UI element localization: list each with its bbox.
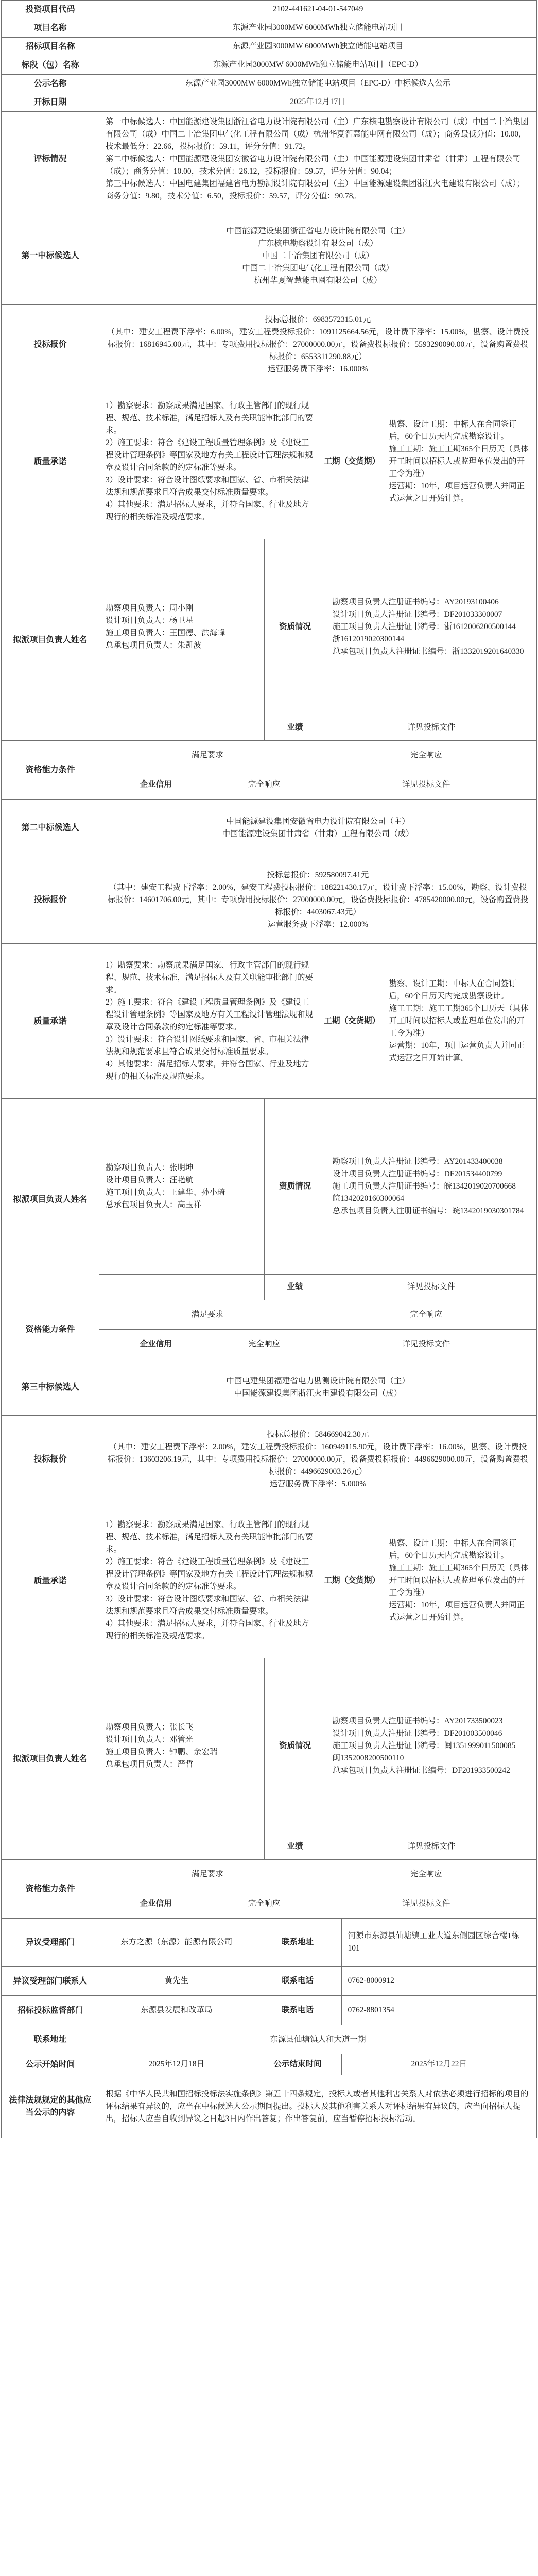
pm-item: 施工项目负责人：王建华、孙小琦: [106, 1188, 225, 1197]
open-date-value: 2025年12月17日: [99, 93, 537, 112]
cand2-name: 中国能源建设集团甘肃省（甘肃）工程有限公司（成）: [222, 829, 414, 838]
cand2-quality-label: 质量承诺: [2, 944, 99, 1099]
pm-item: 勘察项目负责人：张长飞: [106, 1722, 194, 1732]
cand2-duration-label: 工期（交货期）: [321, 944, 383, 1098]
cand3-credit-left: 完全响应: [213, 1889, 316, 1918]
supervisor-label: 招标投标监督部门: [2, 1996, 99, 2025]
cand2-qual-label: 资格能力条件: [2, 1300, 99, 1359]
pm-item: 设计项目负责人：杨卫星: [106, 616, 194, 625]
cand1-names-row: [2, 207, 537, 305]
duration-item: 勘察、设计工期：中标人在合同签订后，60个日历天内完成勘察设计。: [389, 1539, 517, 1561]
cand3-credit-right: 详见投标文件: [316, 1889, 536, 1918]
objection-dept: 东方之源（东源）能源有限公司: [99, 1919, 254, 1966]
cand2-pm-names: [99, 1099, 264, 1274]
eval-line: 第一中标候选人：中国能源建设集团浙江省电力设计院有限公司（主）广东核电勘察设计有限公司（成）中国二十冶集团有限公司（成）中国二十冶集团电气化工程有限公司（成）杭州华夏智慧能电网有限公司（成）；商务最低分值：10.00，技术最低分：22.66，投标报价：59.11，评分分值：91.72。: [106, 117, 529, 151]
quality-item: 1）勘察要求：勘察成果满足国家、行政主管部门的现行规程、规范、技术标准，满足招标人及有关职能审批部门的要求。: [106, 1520, 314, 1554]
cand1-perf-value: 详见投标文件: [326, 715, 536, 740]
cand2-label: 第二中标候选人: [2, 800, 99, 856]
duration-item: 施工工期：施工工期365个日历天（具体开工时间以招标人或监理单位发出的开工令为准）: [389, 1004, 529, 1038]
pm-item: 总承包项目负责人：朱凯波: [106, 640, 202, 650]
cand1-price-line: （其中：建安工程费下浮率：6.00%，建安工程费投标报价：1091125664.56元，设计费下浮率：15.00%，勘察、设计费投标报价：16816945.00元，其中：专项费用投标报价：27000000.00元，设备费投标报价：5593290090.00元，设备购置费投标报价：6553311290.88元）: [107, 327, 529, 361]
cand1-cert-label: 资质情况: [264, 539, 326, 715]
cert-item: 设计项目负责人注册证书编号：DF201534400799: [332, 1169, 502, 1178]
supervisor-phone: 0762-8801354: [341, 1996, 536, 2025]
eval-value: [99, 112, 537, 207]
cand2-credit-label: 企业信用: [99, 1330, 213, 1359]
quality-item: 1）勘察要求：勘察成果满足国家、行政主管部门的现行规程、规范、技术标准，满足招标人及有关职能审批部门的要求。: [106, 401, 314, 435]
quality-item: 2）施工要求：符合《建设工程质量管理条例》及《建设工程设计管理条例》等国家及地方有关工程设计管理法规和规章及设计合同条款的约定标准等要求。: [106, 998, 314, 1032]
bid-section-value: 东源产业园3000MW 6000MWh独立储能电站项目（EPC-D）: [99, 56, 537, 75]
cand3-qual-label: 资格能力条件: [2, 1860, 99, 1919]
pm-item: 施工项目负责人：钟鹏、余宏瑞: [106, 1747, 218, 1756]
row-bid-project: [2, 38, 537, 56]
pm-item: 施工项目负责人：王国德、洪海峰: [106, 628, 225, 637]
cand3-price-line: （其中：建安工程费下浮率：2.00%，建安工程费投标报价：160949115.90元，设计费下浮率：16.00%，勘察、设计费投标报价：13603206.19元，其中：专项费用投标报价：27000000.00元，设备费投标报价：4496629000.00元，设备购置费投标报价：4496629003.26元）: [107, 1442, 529, 1476]
period-row: [2, 2054, 537, 2075]
row-project-name: [2, 19, 537, 38]
cand3-quality-inner: [99, 1503, 536, 1658]
quality-item: 2）施工要求：符合《建设工程质量管理条例》及《建设工程设计管理条例》等国家及地方有关工程设计管理法规和规章及设计合同条款的约定标准等要求。: [106, 438, 314, 472]
supervisor-phone-label: 联系电话: [254, 1996, 341, 2025]
period-start-label: 公示开始时间: [2, 2054, 99, 2075]
cand3-cert-label: 资质情况: [264, 1658, 326, 1834]
cert-item: 设计项目负责人注册证书编号：DF201003500046: [332, 1728, 502, 1738]
notice-name-label: 公示名称: [2, 75, 99, 93]
cand1-cert: [326, 539, 536, 715]
cand3-quality-row: [2, 1503, 537, 1658]
obj-contact-phone: 0762-8000912: [341, 1967, 536, 1995]
quality-item: 4）其他要求：满足招标人要求，并符合国家、行业及地方现行的相关标准及规范要求。: [106, 500, 309, 522]
cand3-credit-label: 企业信用: [99, 1889, 213, 1918]
cand1-price-line: 投标总报价：6983572315.01元: [265, 315, 371, 324]
cand1-credit-label: 企业信用: [99, 770, 213, 799]
quality-item: 3）设计要求：符合设计图纸要求和国家、省、市相关法律法规和规范要求且符合成果交付标准质量要求。: [106, 476, 309, 497]
cand3-names-row: [2, 1359, 537, 1416]
cand3-duration-label: 工期（交货期）: [321, 1503, 383, 1658]
cand3-perf-label: 业绩: [264, 1834, 326, 1859]
cert-item: 闽1352008200500110: [332, 1753, 404, 1762]
cand3-price-line: 运营服务费下浮率：5.000%: [269, 1479, 367, 1488]
cand1-pm-row: [2, 539, 537, 741]
cand3-pm-row: [2, 1658, 537, 1860]
cand3-qual-row: [2, 1860, 537, 1889]
project-code-value: 2102-441621-04-01-547049: [99, 1, 537, 19]
cand2-qual-right: 完全响应: [316, 1300, 536, 1329]
cand2-price-row: [2, 856, 537, 944]
cert-item: 勘察项目负责人注册证书编号：AY201433400038: [332, 1157, 503, 1166]
cand1-quality-text: [99, 384, 321, 539]
cand3-price-row: [2, 1416, 537, 1503]
cand2-name: 中国能源建设集团安徽省电力设计院有限公司（主）: [226, 817, 410, 826]
cand3-price-label: 投标报价: [2, 1416, 99, 1503]
cand2-quality-row: [2, 944, 537, 1099]
cand1-credit-right: 详见投标文件: [316, 770, 536, 799]
cand3-perf-value: 详见投标文件: [326, 1834, 536, 1859]
duration-item: 施工工期：施工工期365个日历天（具体开工时间以招标人或监理单位发出的开工令为准）: [389, 1564, 529, 1598]
cert-item: 总承包项目负责人注册证书编号：皖1342019030301784: [332, 1206, 524, 1215]
cand2-names-row: [2, 800, 537, 856]
cand1-price-row: [2, 305, 537, 384]
obj-contact-phone-label: 联系电话: [254, 1967, 341, 1995]
cand2-qual-left: 满足要求: [99, 1300, 316, 1329]
pm-item: 设计项目负责人：汪艳航: [106, 1175, 194, 1184]
cert-item: 施工项目负责人注册证书编号：皖1342019020700668: [332, 1181, 516, 1191]
quality-item: 1）勘察要求：勘察成果满足国家、行政主管部门的现行规程、规范、技术标准，满足招标人及有关职能审批部门的要求。: [106, 961, 314, 995]
duration-item: 运营期：10年，项目运营负责人并同正式运营之日开始计算。: [389, 482, 525, 503]
cand3-qual-right: 完全响应: [316, 1860, 536, 1889]
cand1-name: 广东核电勘察设计有限公司（成）: [258, 239, 378, 248]
cert-item: 总承包项目负责人注册证书编号：浙1332019201640330: [332, 647, 524, 656]
cand2-credit-right: 详见投标文件: [316, 1330, 536, 1359]
cand3-price-line: 投标总报价：584669042.30元: [267, 1430, 369, 1439]
row-eval: [2, 112, 537, 207]
cand2-credit-left: 完全响应: [213, 1330, 316, 1359]
cand3-name: 中国电建集团福建省电力勘测设计院有限公司（主）: [226, 1376, 410, 1385]
project-name-label: 项目名称: [2, 19, 99, 38]
cand3-pm-label: 拟派项目负责人姓名: [2, 1658, 99, 1860]
cert-item: 皖1342020160300064: [332, 1194, 405, 1203]
bid-project-label: 招标项目名称: [2, 38, 99, 56]
cand3-names: [99, 1359, 537, 1416]
pm-item: 勘察项目负责人：张明坤: [106, 1163, 194, 1172]
project-code-label: 投资项目代码: [2, 1, 99, 19]
row-project-code: [2, 1, 537, 19]
cand2-quality-text: [99, 944, 321, 1098]
cand1-name: 中国能源建设集团浙江省电力设计院有限公司（主）: [226, 226, 410, 235]
cand1-qual-row: [2, 741, 537, 770]
cand3-duration: [383, 1503, 536, 1658]
cand3-qual-left: 满足要求: [99, 1860, 316, 1889]
cand1-name: 中国二十冶集团电气化工程有限公司（成）: [242, 263, 394, 273]
cand1-name: 杭州华夏智慧能电网有限公司（成）: [254, 276, 382, 285]
objection-contact-label: 联系地址: [254, 1919, 341, 1966]
address-row: [2, 2025, 537, 2054]
cand2-qual-row: [2, 1300, 537, 1330]
cert-item: 勘察项目负责人注册证书编号：AY201733500023: [332, 1716, 503, 1725]
cand1-pm-inner: [99, 539, 536, 740]
quality-item: 4）其他要求：满足招标人要求，并符合国家、行业及地方现行的相关标准及规范要求。: [106, 1619, 309, 1641]
period-end: 2025年12月22日: [341, 2054, 536, 2075]
notice-table: [1, 0, 537, 2138]
cand3-price: [99, 1416, 537, 1503]
duration-item: 勘察、设计工期：中标人在合同签订后，60个日历天内完成勘察设计。: [389, 420, 517, 442]
objection-contact: 河源市东源县仙塘镇工业大道东侧园区综合楼1栋101: [341, 1919, 536, 1966]
cand1-perf-label: 业绩: [264, 715, 326, 740]
pm-item: 设计项目负责人：邓管光: [106, 1735, 194, 1744]
row-notice-name: [2, 75, 537, 93]
cand2-pm-label: 拟派项目负责人姓名: [2, 1099, 99, 1300]
cert-item: 设计项目负责人注册证书编号：DF201033300007: [332, 609, 502, 619]
cand3-quality-label: 质量承诺: [2, 1503, 99, 1658]
cand3-cert: [326, 1658, 536, 1834]
cand1-pm-names: [99, 539, 264, 715]
obj-contact-label: 异议受理部门联系人: [2, 1967, 99, 1996]
objection-row: [2, 1919, 537, 1967]
eval-line: 第二中标候选人：中国能源建设集团安徽省电力设计院有限公司（主）中国能源建设集团甘肃省（甘肃）工程有限公司（成）；商务分值：10.00，技术分值：26.12，投标报价：59.57，评分分值：90.04；: [106, 155, 521, 176]
row-bid-section: [2, 56, 537, 75]
legal-label: 法律法规规定的其他应当公示的内容: [2, 2075, 99, 2138]
supervisor-row: [2, 1996, 537, 2025]
cand2-price-label: 投标报价: [2, 856, 99, 944]
cand2-price-line: 运营服务费下浮率：12.000%: [267, 920, 369, 929]
project-name-value: 东源产业园3000MW 6000MWh独立储能电站项目: [99, 19, 537, 38]
pm-item: 总承包项目负责人：高玉祥: [106, 1200, 202, 1209]
pm-item: 总承包项目负责人：严哲: [106, 1759, 194, 1769]
cand1-names: [99, 207, 537, 305]
duration-item: 勘察、设计工期：中标人在合同签订后，60个日历天内完成勘察设计。: [389, 979, 517, 1001]
cert-item: 施工项目负责人注册证书编号：闽1351999011500085: [332, 1741, 516, 1750]
cert-item: 勘察项目负责人注册证书编号：AY20193100406: [332, 597, 499, 606]
quality-item: 3）设计要求：符合设计图纸要求和国家、省、市相关法律法规和规范要求且符合成果交付标准质量要求。: [106, 1035, 309, 1057]
cand1-quality-row: [2, 384, 537, 539]
objection-label: 异议受理部门: [2, 1919, 99, 1967]
cand1-price: [99, 305, 537, 384]
cand3-quality-text: [99, 1503, 321, 1658]
address-label: 联系地址: [2, 2025, 99, 2054]
eval-label: 评标情况: [2, 112, 99, 207]
duration-item: 施工工期：施工工期365个日历天（具体开工时间以招标人或监理单位发出的开工令为准）: [389, 445, 529, 479]
cand1-duration: [383, 384, 536, 539]
period-end-label: 公示结束时间: [254, 2054, 341, 2075]
cand1-label: 第一中标候选人: [2, 207, 99, 305]
quality-item: 4）其他要求：满足招标人要求，并符合国家、行业及地方现行的相关标准及规范要求。: [106, 1060, 309, 1081]
cand1-quality-label: 质量承诺: [2, 384, 99, 539]
cand2-pm-inner: [99, 1099, 536, 1300]
address-value: 东源县仙塘镇人和大道一期: [99, 2025, 537, 2054]
cand2-quality-inner: [99, 944, 536, 1098]
cand2-perf-label: 业绩: [264, 1274, 326, 1300]
cand2-cert: [326, 1099, 536, 1274]
cand1-price-line: 运营服务费下浮率：16.000%: [267, 364, 369, 374]
cand1-duration-label: 工期（交货期）: [321, 384, 383, 539]
duration-item: 运营期：10年，项目运营负责人并同正式运营之日开始计算。: [389, 1601, 525, 1622]
cand3-pm-names: [99, 1658, 264, 1834]
cand2-duration: [383, 944, 536, 1098]
period-start: 2025年12月18日: [99, 2054, 254, 2075]
eval-line: 第三中标候选人：中国电建集团福建省电力勘测设计院有限公司（主）中国能源建设集团浙江火电建设有限公司（成）；商务分值：9.80，技术分值：6.50，投标报价：59.57，评分分值：90.78。: [106, 179, 525, 201]
cand1-price-label: 投标报价: [2, 305, 99, 384]
obj-contact-row: [2, 1967, 537, 1996]
obj-contact-person: 黄先生: [99, 1967, 254, 1995]
legal-row: [2, 2075, 537, 2138]
cand2-pm-row: [2, 1099, 537, 1300]
pm-item: 勘察项目负责人：周小刚: [106, 603, 194, 613]
cand2-price-line: 投标总报价：592580097.41元: [267, 870, 369, 879]
cert-item: 浙1612019020300144: [332, 634, 405, 643]
cand3-pm-inner: [99, 1658, 536, 1859]
cand2-cert-label: 资质情况: [264, 1099, 326, 1274]
cand1-credit-left: 完全响应: [213, 770, 316, 799]
cand1-quality-inner: [99, 384, 536, 539]
cand2-names: [99, 800, 537, 856]
cand1-pm-label: 拟派项目负责人姓名: [2, 539, 99, 741]
cand3-name: 中国能源建设集团浙江火电建设有限公司（成）: [234, 1388, 402, 1398]
open-date-label: 开标日期: [2, 93, 99, 112]
cand1-name: 中国二十冶集团有限公司（成）: [262, 251, 374, 260]
cert-item: 总承包项目负责人注册证书编号：DF201933500242: [332, 1766, 510, 1775]
cand2-perf-value: 详见投标文件: [326, 1274, 536, 1300]
cand2-price: [99, 856, 537, 944]
supervisor-dept: 东源县发展和改革局: [99, 1996, 254, 2025]
quality-item: 3）设计要求：符合设计图纸要求和国家、省、市相关法律法规和规范要求且符合成果交付标准质量要求。: [106, 1595, 309, 1616]
legal-value: 根据《中华人民共和国招标投标法实施条例》第五十四条规定，投标人或者其他利害关系人对依法必须进行招标的项目的评标结果有异议的，应当在中标候选人公示期间提出。投标人及其他利害关系人对评标结果有异议的，应当向招标人提出，招标人应当自收到异议之日起3日内作出答复；作出答复前，应当暂停招标投标活动。: [99, 2075, 537, 2138]
cand2-price-line: （其中：建安工程费下浮率：2.00%，建安工程费投标报价：188221430.17元，设计费下浮率：15.00%，勘察、设计费投标报价：14601706.00元，其中：专项费用投标报价：27000000.00元，设备费投标报价：4785420000.00元，设备购置费投标报价：4403067.43元）: [107, 883, 529, 917]
bid-section-label: 标段（包）名称: [2, 56, 99, 75]
cand3-label: 第三中标候选人: [2, 1359, 99, 1416]
duration-item: 运营期：10年，项目运营负责人并同正式运营之日开始计算。: [389, 1041, 525, 1063]
row-open-date: [2, 93, 537, 112]
notice-name-value: 东源产业园3000MW 6000MWh独立储能电站项目（EPC-D）中标候选人公示: [99, 75, 537, 93]
bid-project-value: 东源产业园3000MW 6000MWh独立储能电站项目: [99, 38, 537, 56]
quality-item: 2）施工要求：符合《建设工程质量管理条例》及《建设工程设计管理条例》等国家及地方有关工程设计管理法规和规章及设计合同条款的约定标准等要求。: [106, 1557, 314, 1591]
cand1-qual-label: 资格能力条件: [2, 741, 99, 800]
cand1-qual-left: 满足要求: [99, 741, 316, 770]
cand1-qual-right: 完全响应: [316, 741, 536, 770]
cert-item: 施工项目负责人注册证书编号：浙1612006200500144: [332, 622, 516, 631]
